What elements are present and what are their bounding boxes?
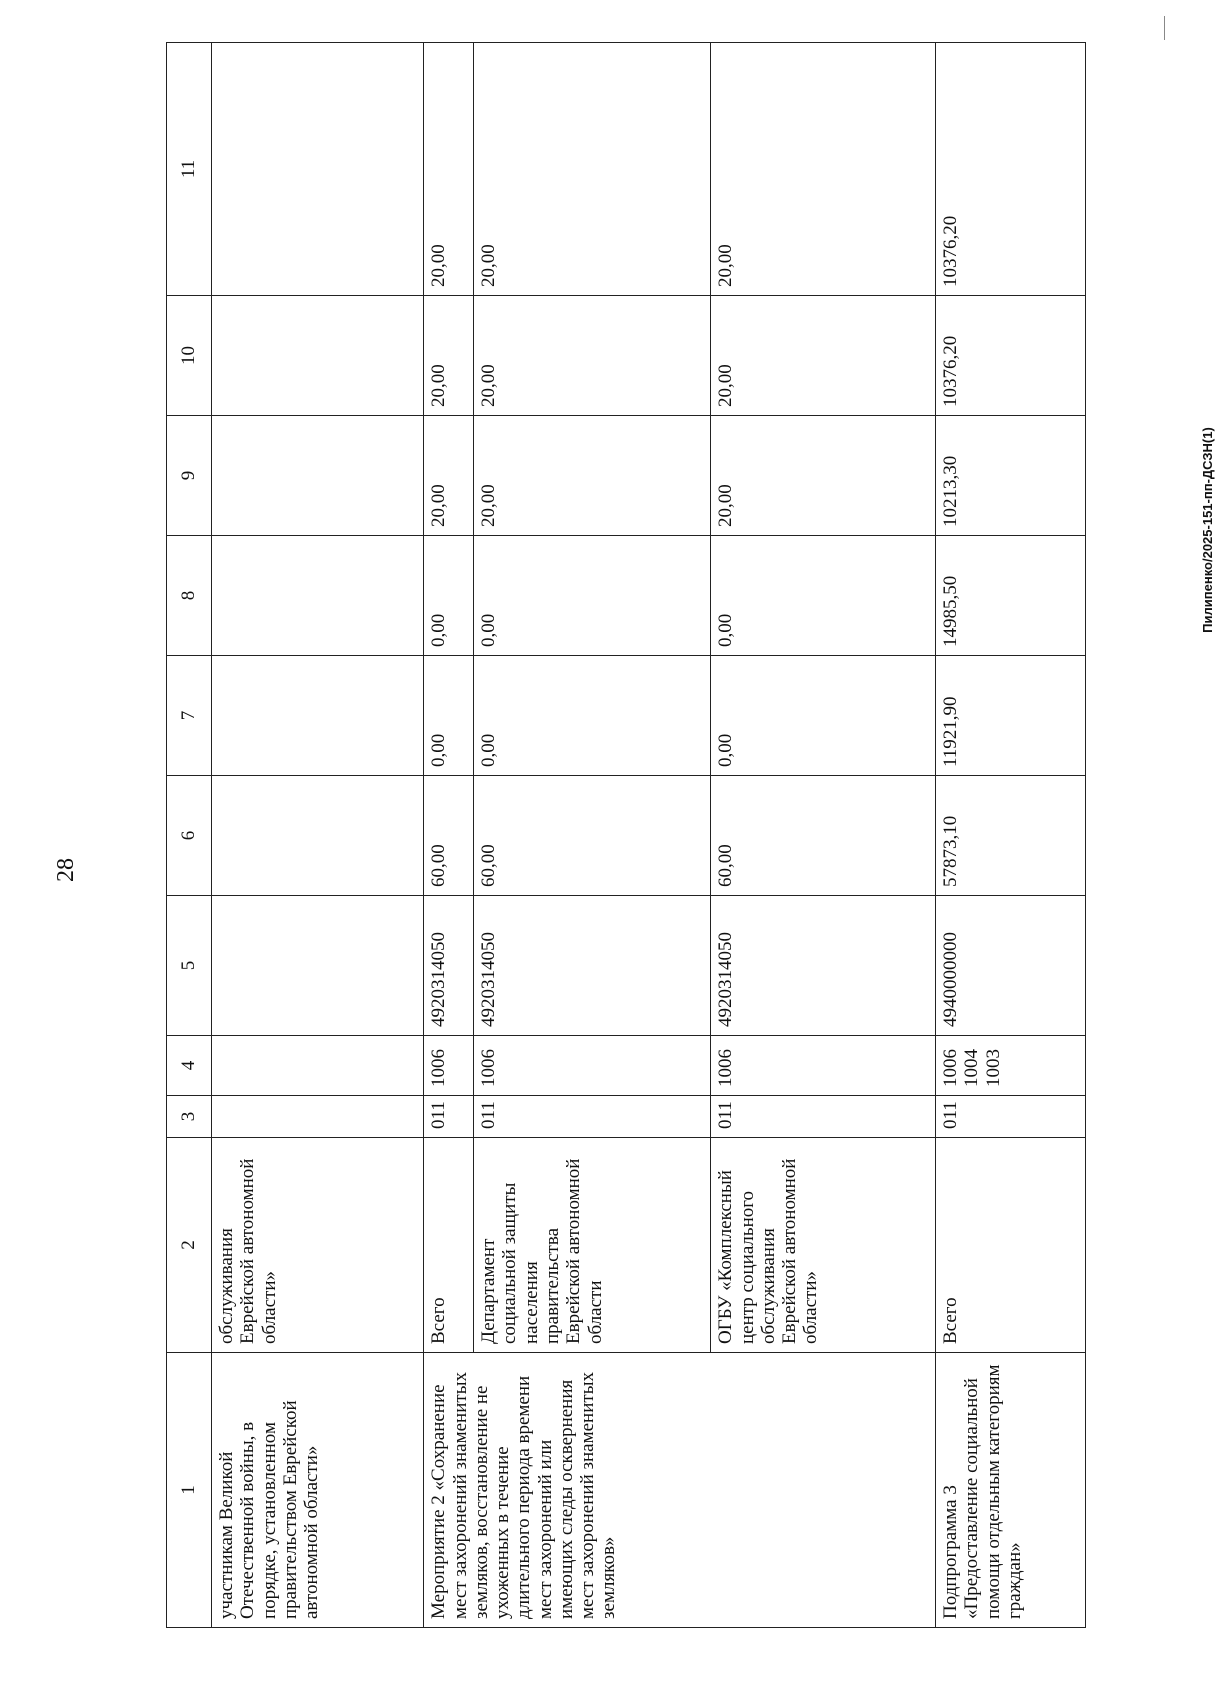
row-year-1: 0,00	[474, 656, 711, 776]
table-row	[424, 43, 474, 1628]
row-grbs: 011	[424, 1096, 474, 1138]
row-total: 60,00	[474, 776, 711, 896]
table-row	[212, 43, 424, 1628]
row-grbs	[212, 1096, 424, 1138]
row-year-1: 11921,90	[936, 656, 1086, 776]
row-year-4	[212, 296, 424, 416]
row-year-5: 20,00	[711, 43, 936, 296]
budget-table	[166, 42, 1086, 1628]
row-year-5: 20,00	[424, 43, 474, 296]
header-col-1: 1	[167, 1353, 212, 1628]
header-col-4: 4	[167, 1036, 212, 1096]
header-col-5: 5	[167, 896, 212, 1036]
margin-mark	[1164, 16, 1165, 40]
row-csr: 4920314050	[424, 896, 474, 1036]
row-year-4: 20,00	[474, 296, 711, 416]
row-total	[212, 776, 424, 896]
row-year-1: 0,00	[424, 656, 474, 776]
row-year-3	[212, 416, 424, 536]
row-year-5: 10376,20	[936, 43, 1086, 296]
row-year-3: 20,00	[474, 416, 711, 536]
header-col-3: 3	[167, 1096, 212, 1138]
row-executor: Всего	[936, 1138, 1086, 1353]
header-col-7: 7	[167, 656, 212, 776]
row-csr: 4920314050	[474, 896, 711, 1036]
row-csr: 4940000000	[936, 896, 1086, 1036]
row-grbs: 011	[474, 1096, 711, 1138]
row-total: 60,00	[711, 776, 936, 896]
document-code: Пилипенко/2025-151-пп-ДСЗН(1)	[1200, 427, 1215, 633]
row-year-5	[212, 43, 424, 296]
row-year-2: 0,00	[711, 536, 936, 656]
header-col-10: 10	[167, 296, 212, 416]
row-year-1	[212, 656, 424, 776]
row-year-2: 14985,50	[936, 536, 1086, 656]
header-col-2: 2	[167, 1138, 212, 1353]
row-year-3: 20,00	[711, 416, 936, 536]
row-executor: Департамент социальной защиты населения правительства Еврейской автономной области	[474, 1138, 711, 1353]
row-year-4: 10376,20	[936, 296, 1086, 416]
row-rzpr: 1006	[711, 1036, 936, 1096]
row-year-5: 20,00	[474, 43, 711, 296]
row-year-1: 0,00	[711, 656, 936, 776]
row-description: участникам Великой Отечественной войны, в порядке, установленном правительством Еврейской автономной области»	[212, 1353, 424, 1628]
header-col-8: 8	[167, 536, 212, 656]
row-executor: обслуживания Еврейской автономной области»	[212, 1138, 424, 1353]
row-year-2: 0,00	[424, 536, 474, 656]
row-description: Подпрограмма 3 «Предоставление социальной помощи отдельным категориям граждан»	[936, 1353, 1086, 1628]
row-rzpr	[212, 1036, 424, 1096]
row-rzpr: 1006	[474, 1036, 711, 1096]
row-executor: Всего	[424, 1138, 474, 1353]
table-container	[166, 43, 1086, 1628]
row-year-4: 20,00	[424, 296, 474, 416]
row-description: Мероприятие 2 «Сохранение мест захоронений знаменитых земляков, восстановление не ухоженных в течение длительного периода времени мест захоронений или имеющих следы осквернения мест захоронений знаменитых земляков»	[424, 1353, 936, 1628]
row-year-2	[212, 536, 424, 656]
row-year-3: 20,00	[424, 416, 474, 536]
row-csr	[212, 896, 424, 1036]
row-total: 60,00	[424, 776, 474, 896]
row-executor: ОГБУ «Комплексный центр социального обслуживания Еврейской автономной области»	[711, 1138, 936, 1353]
row-grbs: 011	[711, 1096, 936, 1138]
page-number: 28	[52, 858, 79, 882]
row-csr: 4920314050	[711, 896, 936, 1036]
row-total: 57873,10	[936, 776, 1086, 896]
header-row	[167, 43, 212, 1628]
table-row	[936, 43, 1086, 1628]
row-year-3: 10213,30	[936, 416, 1086, 536]
header-col-6: 6	[167, 776, 212, 896]
row-rzpr: 1006	[424, 1036, 474, 1096]
row-grbs: 011	[936, 1096, 1086, 1138]
header-col-11: 11	[167, 43, 212, 296]
row-year-4: 20,00	[711, 296, 936, 416]
row-rzpr: 1006 1004 1003	[936, 1036, 1086, 1096]
row-year-2: 0,00	[474, 536, 711, 656]
header-col-9: 9	[167, 416, 212, 536]
